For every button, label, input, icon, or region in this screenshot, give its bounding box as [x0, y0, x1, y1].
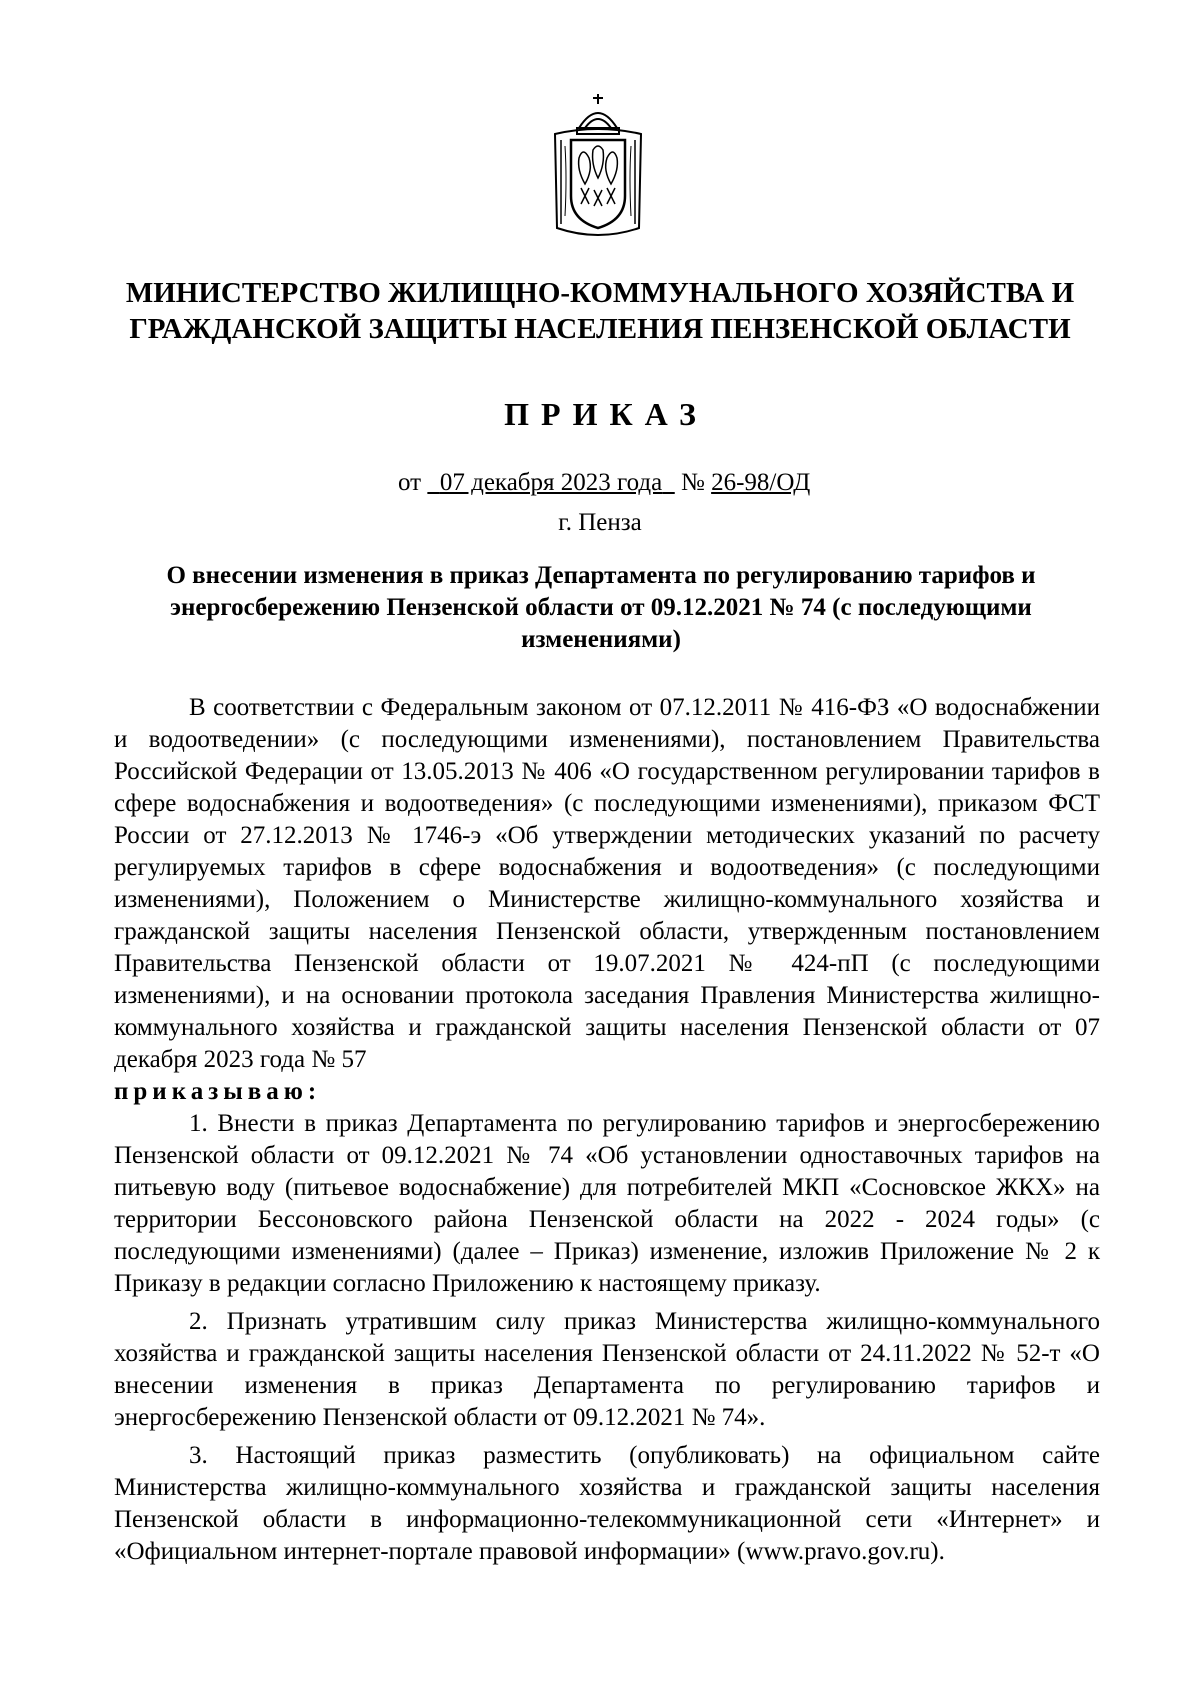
coat-of-arms-icon	[549, 88, 647, 242]
preamble-paragraph: В соответствии с Федеральным законом от 07.12.2011 № 416-ФЗ «О водоснабжении и водоотведении» (с последующими изменениями), постановлением Правительства Российской Федерации от 13.05.2013 № 406 «О государственном регулировании тарифов в сфере водоснабжения и водоотведения» (с последующими изменениями), приказом ФСТ России от 27.12.2013 № 1746-э «Об утверждении методических указаний по расчету регулируемых тарифов в сфере водоснабжения и водоотведения» (с последующими изменениями), Положением о Министерстве жилищно-коммунального хозяйства и гражданской защиты населения Пензенской области, утвержденным постановлением Правительства Пензенской области от 19.07.2021 № 424-пП (с последующими изменениями), и на основании протокола заседания Правления Министерства жилищно-коммунального хозяйства и гражданской защиты населения Пензенской области от 07 декабря 2023 года № 57	[114, 694, 1100, 1073]
document-city: г. Пенза	[558, 509, 642, 536]
document-body	[114, 692, 1100, 1568]
order-item-1: 1. Внести в приказ Департамента по регулированию тарифов и энергосбережению Пензенской области от 09.12.2021 № 74 «Об установлении одноставочных тарифов на питьевую воду (питьевое водоснабжение) для потребителей МКП «Сосновское ЖКХ» на территории Бессоновского района Пензенской области на 2022 - 2024 годы» (с последующими изменениями) (далее – Приказ) изменение, изложив Приложение № 2 к Приказу в редакции согласно Приложению к настоящему приказу.	[114, 1110, 1100, 1297]
date-number-line	[398, 468, 810, 498]
order-word: приказываю:	[114, 1078, 322, 1105]
document-number: 26-98/ОД	[711, 469, 811, 496]
order-item-3: 3. Настоящий приказ разместить (опубликовать) на официальном сайте Министерства жилищно-коммунального хозяйства и гражданской защиты населения Пензенской области в информационно-телекоммуникационной сети «Интернет» и «Официальном интернет-портале правовой информации» (www.pravo.gov.ru).	[114, 1442, 1100, 1565]
organization-title-line1: МИНИСТЕРСТВО ЖИЛИЩНО-КОММУНАЛЬНОГО ХОЗЯЙСТВА И	[125, 277, 1075, 309]
organization-title	[0, 275, 1200, 347]
order-item-2: 2. Признать утратившим силу приказ Министерства жилищно-коммунального хозяйства и гражданской защиты населения Пензенской области от 24.11.2022 № 52-т «О внесении изменения в приказ Департамента по регулированию тарифов и энергосбережению Пензенской области от 09.12.2021 № 74».	[114, 1308, 1100, 1431]
number-prefix: №	[681, 469, 705, 496]
document-subject: О внесении изменения в приказ Департамента по регулированию тарифов и энергосбережению Пензенской области от 09.12.2021 № 74 (с последующими изменениями)	[166, 562, 1036, 653]
organization-title-line2: ГРАЖДАНСКОЙ ЗАЩИТЫ НАСЕЛЕНИЯ ПЕНЗЕНСКОЙ ОБЛАСТИ	[129, 313, 1071, 345]
date-prefix: от	[398, 469, 422, 496]
document-type: ПРИКАЗ	[504, 396, 708, 432]
document-date: 07 декабря 2023 года	[439, 469, 663, 496]
